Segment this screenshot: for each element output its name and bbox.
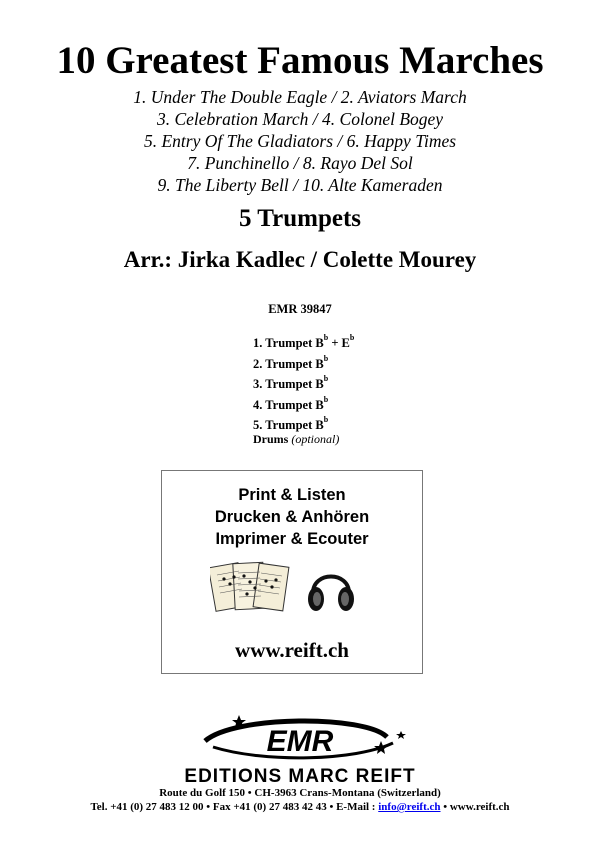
- promo-line: Drucken & Anhören: [214, 508, 370, 526]
- arranger: Arr.: Jirka Kadlec / Colette Mourey: [123, 247, 477, 272]
- drums-note: (optional): [291, 432, 340, 446]
- emr-logo: [155, 707, 445, 789]
- catalog-number: EMR 39847: [268, 302, 332, 316]
- part-item: 5. Trumpet $B^b$: [253, 415, 329, 432]
- part-item: 1. Trumpet $B^b + E^b$: [253, 333, 355, 350]
- print-listen-box: [161, 470, 423, 674]
- parts-list: [253, 333, 354, 436]
- music-sheets-icon: [210, 559, 290, 617]
- piece-line: 1. Under The Double Eagle / 2. Aviators March: [133, 87, 467, 107]
- piece-list: [0, 86, 600, 196]
- publisher-contact: Tel. +41 (0) 27 483 12 00 • Fax +41 (0) 27 483 42 43 • E-Mail : info@reift.ch • www.reift.ch: [90, 801, 510, 813]
- part-item: 4. Trumpet $B^b$: [253, 394, 329, 412]
- part-item: 3. Trumpet $B^b$: [253, 374, 329, 391]
- promo-text: [162, 484, 422, 550]
- instrumentation: 5 Trumpets: [239, 205, 361, 232]
- drums-part: [253, 432, 339, 447]
- piece-line: 9. The Liberty Bell / 10. Alte Kameraden: [157, 175, 443, 195]
- promo-line: Print & Listen: [238, 486, 346, 504]
- email-link[interactable]: info@reift.ch: [378, 801, 441, 813]
- publisher-name: EDITIONS MARC REIFT: [184, 766, 416, 787]
- logo-mark: EMR: [266, 725, 334, 758]
- part-item: 2. Trumpet $B^b$: [253, 353, 329, 371]
- headphones-icon: [304, 563, 358, 615]
- cover-title: 10 Greatest Famous Marches: [56, 39, 544, 82]
- piece-line: 7. Punchinello / 8. Rayo Del Sol: [187, 153, 413, 173]
- promo-line: Imprimer & Ecouter: [215, 530, 369, 548]
- publisher-address: Route du Golf 150 • CH-3963 Crans-Montana (Switzerland): [159, 787, 441, 799]
- piece-line: 3. Celebration March / 4. Colonel Bogey: [156, 109, 444, 129]
- promo-url[interactable]: www.reift.ch: [235, 638, 349, 662]
- drums-label: Drums: [253, 432, 289, 446]
- piece-line: 5. Entry Of The Gladiators / 6. Happy Times: [143, 131, 457, 151]
